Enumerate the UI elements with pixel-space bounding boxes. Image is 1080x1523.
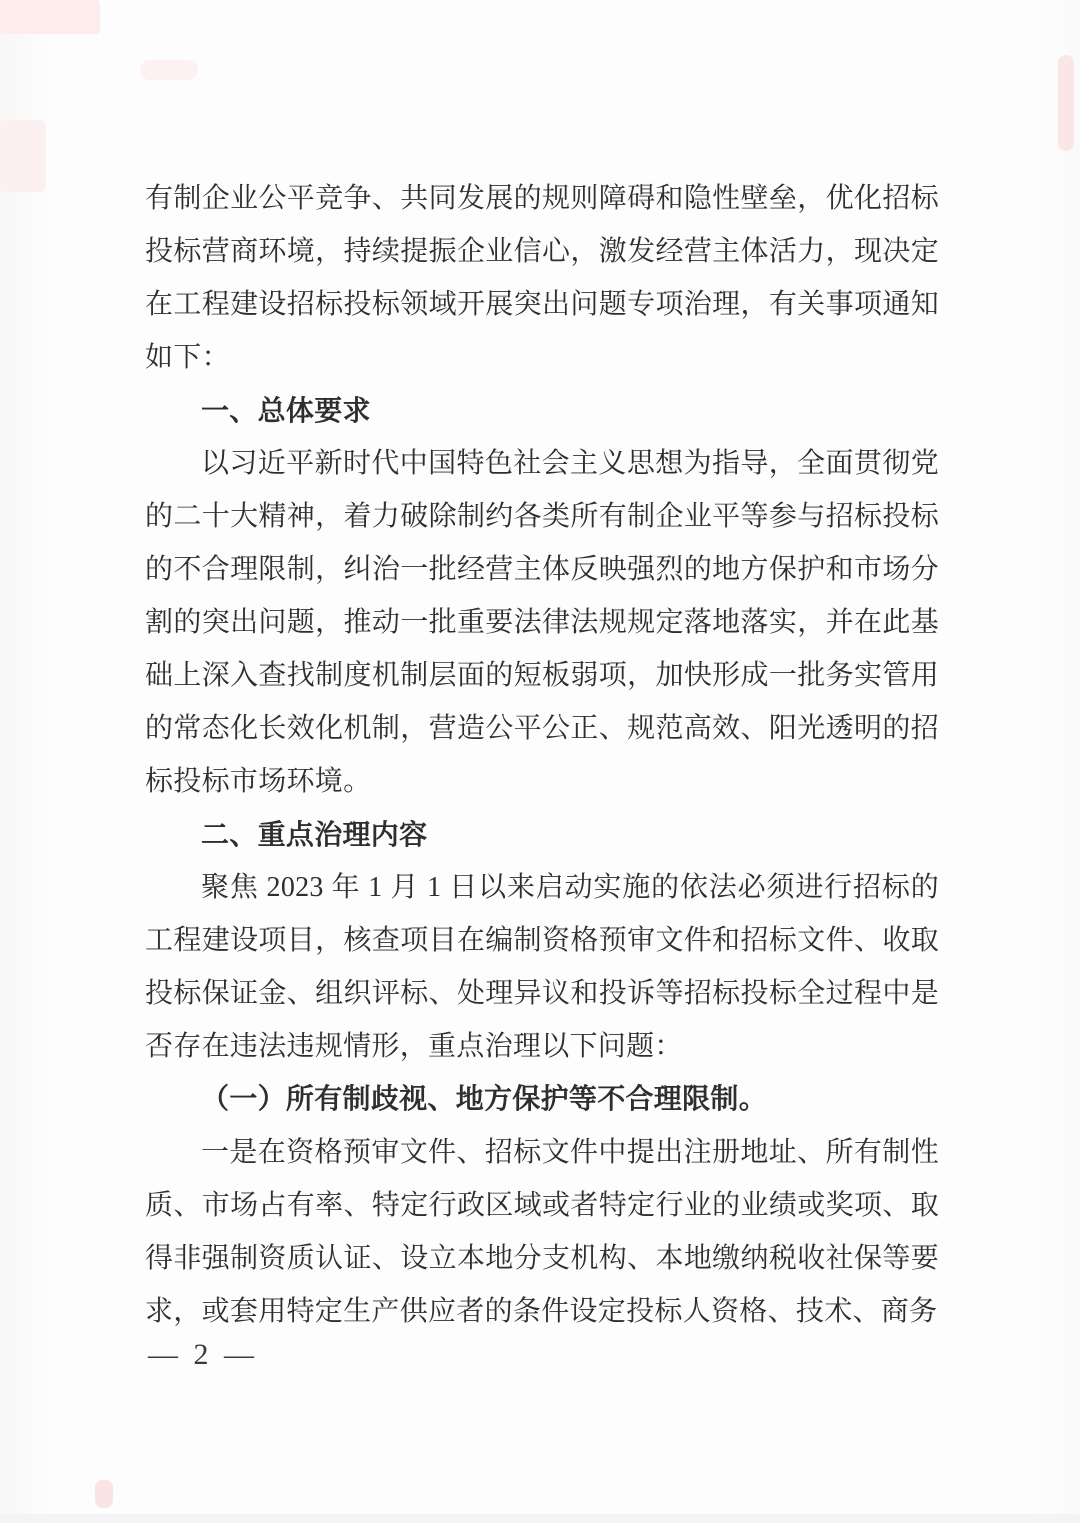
page-number: — 2 — — [148, 1338, 258, 1371]
scan-artifact-right-edge — [1058, 55, 1074, 151]
section-heading-1: 一、总体要求 — [201, 395, 371, 426]
paragraph-general-requirements: 以习近平新时代中国特色社会主义思想为指导，全面贯彻党的二十大精神，着力破除制约各类所有制企业平等参与招标投标的不合理限制，纠治一批经营主体反映强烈的地方保护和市场分割的突出问题，推动一批重要法律法规规定落地落实，并在此基础上深入查找制度机制层面的短板弱项，加快形成一批务实管用的常态化长效化机制，营造公平公正、规范高效、阳光透明的招标投标市场环境。 — [145, 448, 939, 797]
scan-artifact-bottom-left — [95, 1480, 113, 1508]
section-heading-2: 二、重点治理内容 — [201, 819, 428, 850]
scan-artifact-top-left — [0, 0, 100, 34]
paragraph-item-1-detail: 一是在资格预审文件、招标文件中提出注册地址、所有制性质、市场占有率、特定行政区域或者特定行业的业绩或奖项、取得非强制资质认证、设立本地分支机构、本地缴纳税收社保等要求，或套用特定生产供应者的条件设定投标人资格、技术、商务 — [145, 1137, 939, 1327]
paragraph-continuation: 有制企业公平竞争、共同发展的规则障碍和隐性壁垒，优化招标投标营商环境，持续提振企业信心，激发经营主体活力，现决定在工程建设招标投标领域开展突出问题专项治理，有关事项通知如下： — [145, 183, 939, 373]
scan-artifact-left-edge — [0, 120, 46, 192]
document-text-column — [145, 172, 939, 1338]
scan-artifact-top-smudge — [140, 60, 198, 80]
sub-heading-item-1: （一）所有制歧视、地方保护等不合理限制。 — [201, 1084, 768, 1115]
paragraph-scope: 聚焦 2023 年 1 月 1 日以来启动实施的依法必须进行招标的工程建设项目，核查项目在编制资格预审文件和招标文件、收取投标保证金、组织评标、处理异议和投诉等招标投标全过程中是否存在违法违规情形，重点治理以下问题： — [145, 872, 939, 1062]
scan-artifact-bottom-band — [0, 1514, 1080, 1523]
